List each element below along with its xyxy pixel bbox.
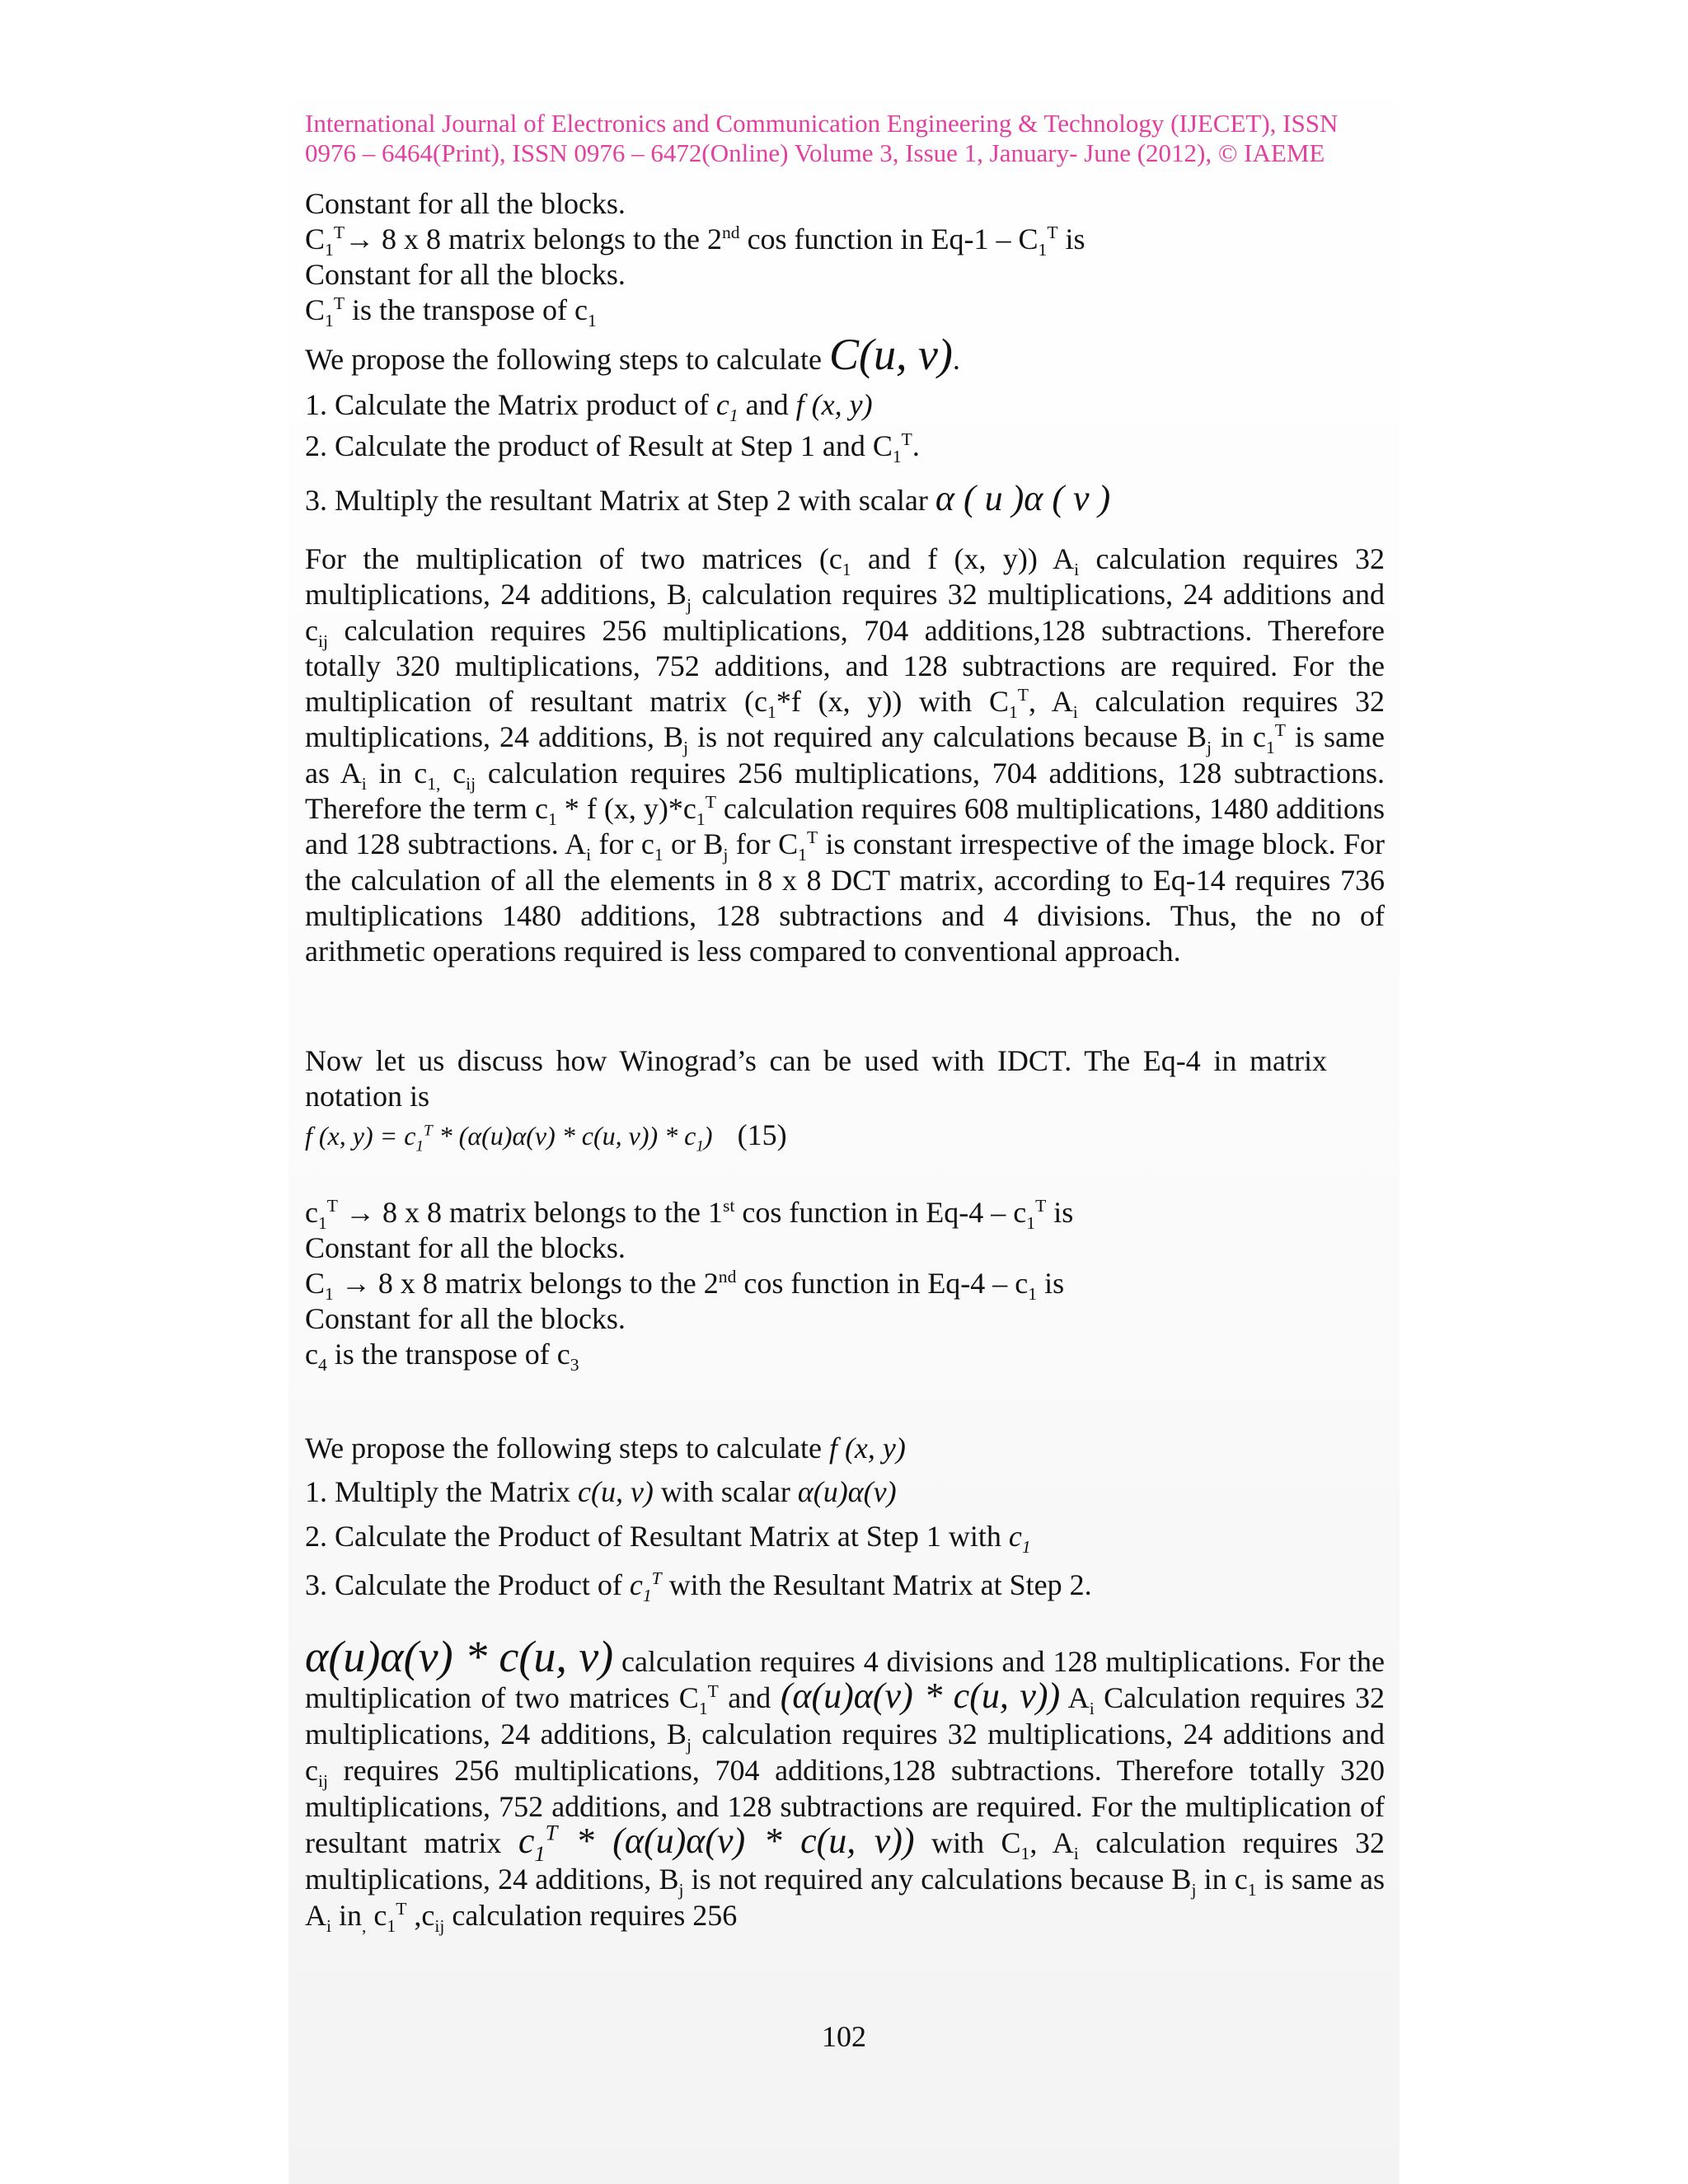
text-line: $C_1^T\to 8$ x 8 matrix belongs to the 2nd cos function in $Eq-1 - C_1^T$ is — [305, 223, 1085, 260]
text-line: $C_1 \to 8$ x 8 matrix belongs to the 2nd cos function in $Eq-4 - c_1$ is — [305, 1267, 1065, 1305]
text-line: Constant for all the blocks. — [305, 1231, 626, 1264]
math-expression: C(u, v) — [828, 330, 953, 379]
text-line: Constant for all the blocks. — [305, 1302, 626, 1335]
equation-15: f (x, $y) = c_1^T * (\alpha(u)\alpha(v) * c(u$, $v)) * c_1$) (15) — [305, 1118, 787, 1155]
text-line: We propose the following steps to calculate C(u, v). — [305, 330, 960, 379]
paragraph: α(u)α(v) * c(u, v) calculation requires 4 divisions and 128 multiplications. For the multiplication of two matrices $C_1^T$ and (α(u)α(v) * c(u, v)) $A_i$ Calculation requires 32 multiplications, 24 additions, $B_j$ calculation requires 32 multiplications, 24 additions and $c_{ij}$ requires 256 multiplications, 704 additions,128 subtractions. Therefore totally 320 multiplications, 752 additions, and 128 subtractions are required. For the multiplication of resultant matrix $c_1^T * (\alpha(u)\alpha(v) * c(u$, v)) with $C_1$, $A_i$ calculation requires 32 multiplications, 24 additions, $B_j$ is not required any calculations because $B_j$ in $c_1$ is same as $A_i$ $in_,$ $c_1^T$ $,c_{ij}$ calculation requires 256 — [305, 1632, 1386, 1937]
text-line: Constant for all the blocks. — [305, 187, 626, 220]
step-item: 3. Multiply the resultant Matrix at Step 2 with scalar α ( u )α ( v ) — [305, 478, 1111, 518]
text-line: $C_1^T$ is the transpose of $c_1$ — [305, 293, 597, 331]
equation-number: (15) — [737, 1118, 787, 1151]
step-item: 1. Multiply the Matrix c(u, v) with scalar α(u)α(v) — [305, 1475, 897, 1508]
paragraph: For the multiplication of two matrices ($c_1$ and f (x, y)) $A_i$ calculation requires 32 multiplications, 24 additions, $B_j$ calculation requires 32 multiplications, 24 additions and $c_{ij}$ calculation requires 256 multiplications, 704 additions,128 subtractions. Therefore totally 320 multiplications, 752 additions, and 128 subtractions are required. For the multiplication of resultant matrix ($c_1*f$ (x, y)) with $C_1^T$, $A_i$ calculation requires 32 multiplications, 24 additions, $B_j$ is not required any calculations because $B_j$ in $c_1^T$ is same as $A_i$ in $c_{1,}$ $c_{ij}$ calculation requires 256 multiplications, 704 additions, 128 subtractions. Therefore the term $c_1$ * f (x, $y)*c_1^T$ calculation requires 608 multiplications, 1480 additions and 128 subtractions. $A_i$ for $c_1$ or $B_j$ for $C_1^T$ is constant irrespective of the image block. For the calculation of all the elements in 8 x 8 DCT matrix, according to Eq-14 requires 736 multiplications 1480 additions, 128 subtractions and 4 divisions. Thus, the no of arithmetic operations required is less compared to conventional approach. — [305, 542, 1386, 968]
text-line: Constant for all the blocks. — [305, 258, 626, 291]
text-line: We propose the following steps to calculate f (x, y) — [305, 1432, 906, 1465]
paragraph: Now let us discuss how Winograd’s can be used with IDCT. The Eq-4 in matrix notation is — [305, 1044, 1327, 1113]
step-item: 2. Calculate the product of Result at Step 1 and $C_1^T$. — [305, 429, 920, 467]
page-number: 102 — [822, 2020, 866, 2053]
step-item: 2. Calculate the Product of Resultant Matrix at Step 1 with $c_1$ — [305, 1520, 1031, 1558]
text-line: $c_1^T \to 8$ x 8 matrix belongs to the 1st cos function in $Eq-4 - c_1^T$ is — [305, 1196, 1074, 1234]
header-line-2: 0976 – 6464(Print), ISSN 0976 – 6472(Online) Volume 3, Issue 1, January- June (2012), © IAEME — [305, 138, 1325, 167]
journal-header — [305, 109, 1393, 168]
step-item: 3. Calculate the Product of $c_1^T$ with the Resultant Matrix at Step 2. — [305, 1568, 1092, 1606]
text-line: $c_4$ is the transpose of $c_3$ — [305, 1338, 579, 1376]
header-line-1: International Journal of Electronics and Communication Engineering & Technology (IJECET), ISSN — [305, 109, 1339, 138]
step-item: 1. Calculate the Matrix product of $c_1$ and f (x, y) — [305, 388, 873, 426]
